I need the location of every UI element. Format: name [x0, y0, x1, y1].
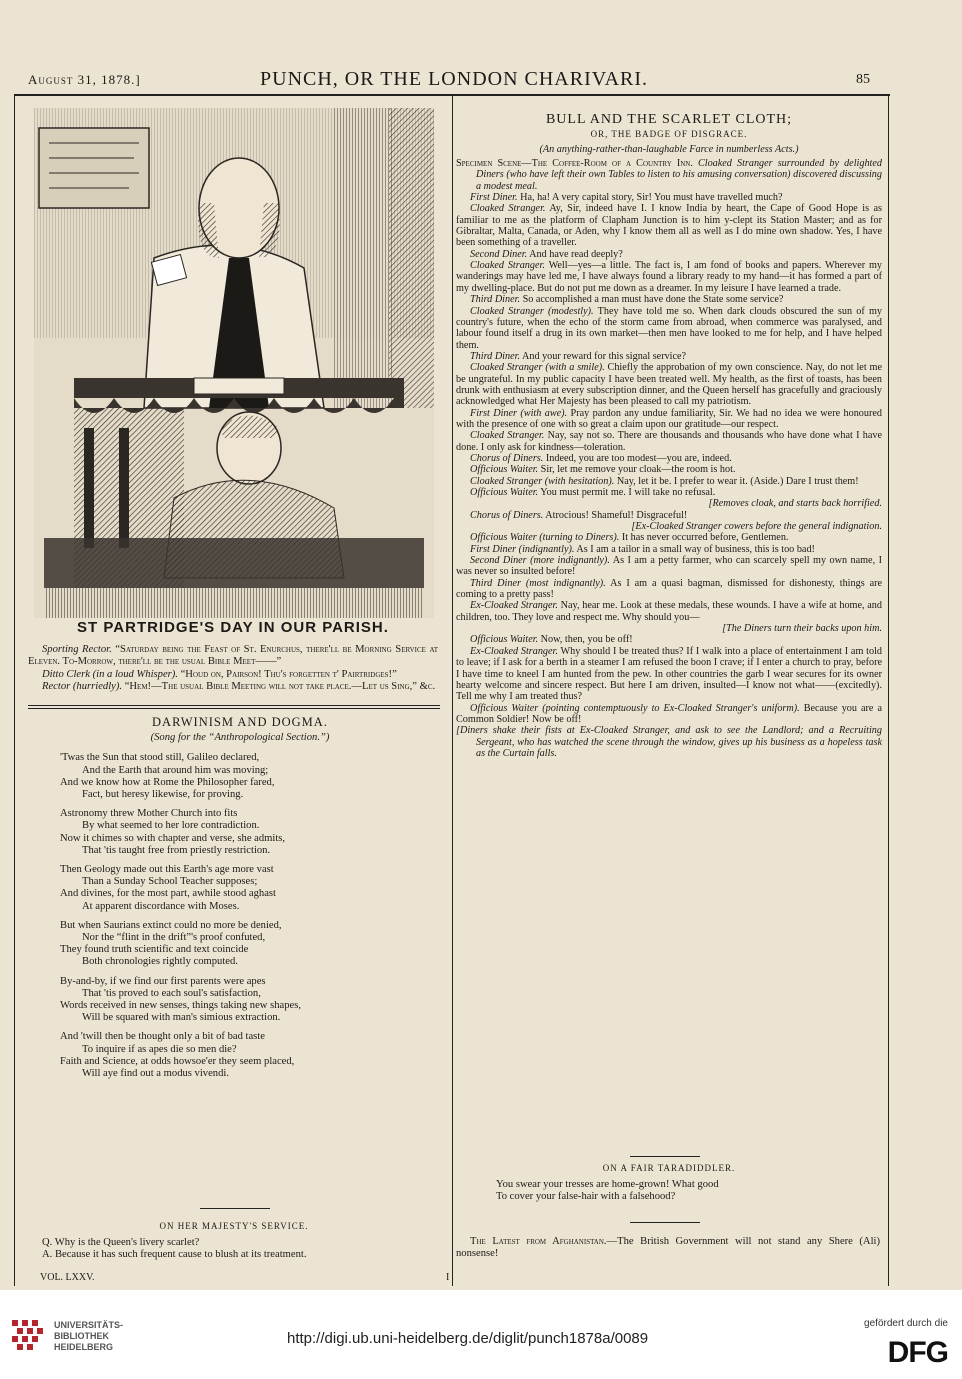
paragraph-text: Atrocious! Shameful! Disgraceful! [543, 509, 688, 521]
article-paragraph [456, 430, 882, 453]
article-paragraph [456, 623, 882, 634]
afghanistan-text: —The British Government will not stand any Shere (Ali) nonsense! [456, 1236, 880, 1260]
caption-text: “Hem!—The usual Bible Meeting will not take place.—Let us Sing,” &c. [124, 680, 436, 692]
article-paragraph [456, 249, 882, 260]
paragraph-text: Pray pardon any undue familiarity, Sir. We had no idea we were honoured with the presence of one with so great a claim upon our gratitude—our respect. [456, 407, 882, 430]
paragraph-text: Nay, say not so. There are thousands and thousands who have done what I have done. I only ask for kindness—toleration. [456, 430, 883, 453]
speaker-label: First Diner (indignantly). [470, 543, 575, 555]
archive-footer [0, 1290, 962, 1379]
cartoon-caption [28, 619, 438, 693]
verse-line: And we know how at Rome the Philosopher fared, [60, 776, 275, 788]
caption-speaker: Rector (hurriedly). [42, 680, 123, 692]
speaker-label: Officious Waiter. [470, 487, 539, 498]
volume-signature: VOL. LXXV. [40, 1272, 95, 1283]
poem-stanza [60, 976, 420, 1025]
speaker-label: Officious Waiter. [470, 464, 539, 476]
article-paragraph [456, 453, 882, 464]
paragraph-text: Now, then, you be off! [538, 634, 633, 646]
issue-date: August 31, 1878.] [28, 72, 141, 87]
right-border [888, 96, 889, 1286]
speaker-label: Cloaked Stranger (with hesitation). [470, 475, 615, 487]
verse-line: Words received in new senses, things taking new shapes, [60, 1000, 301, 1012]
speaker-label: Officious Waiter (pointing contemptuously to Ex-Cloaked Stranger's uniform). [470, 702, 800, 714]
paragraph-text: Cloaked Stranger surrounded by delighted Diners (who have left their own Tables to listen to his amusing conversation) discovered discussing a modest meal. [476, 158, 882, 192]
afghanistan-heading: The Latest from Afghanistan. [470, 1236, 607, 1247]
article-bull-scarlet-cloth [456, 114, 882, 759]
paragraph-text: Ay, Sir, indeed have I. I know India by heart, the Cape of Good Hope is as familiar to me as the platform of Clapham Junction is to him y-clept its Station Master; and as for Gibraltar, Malta, Canada, or Aden, why I know them all as well as I do mine own shadow. Yes, I have been something of a traveller. [456, 203, 882, 249]
page-number: 85 [856, 72, 870, 87]
section-rule [630, 1156, 700, 1157]
paragraph-text: Well—yes—a little. The fact is, I am fond of books and papers. Wherever my wanderings may have led me, I have always found a library ready to my hand—it has formed a part of my dwelling-place. But do not put me down as a dreamer. In my leisure I have learned a trade. [456, 260, 882, 294]
paragraph-text: So accomplished a man must have done the State some service? [520, 294, 784, 306]
verse-line: Then Geology made out this Earth's age more vast [60, 864, 274, 876]
speaker-label: Cloaked Stranger. [470, 203, 546, 215]
service-question: Q. Why is the Queen's livery scarlet? [42, 1237, 200, 1249]
article-paragraph [456, 487, 882, 498]
permalink-url[interactable]: http://digi.ub.uni-heidelberg.de/diglit/punch1878a/0089 [287, 1330, 649, 1347]
poem-stanza [60, 920, 420, 969]
speaker-label: First Diner (with awe). [470, 407, 568, 419]
speaker-label: Cloaked Stranger. [470, 430, 545, 442]
majesty-service [28, 1220, 440, 1262]
page-header [28, 70, 890, 92]
article-paragraph [456, 646, 882, 703]
article-paragraph [456, 510, 882, 521]
verse-line: That 'tis taught free from priestly restriction. [82, 844, 271, 856]
verse-line: Than a Sunday School Teacher supposes; [82, 876, 258, 888]
section-rule [28, 708, 440, 709]
library-name [54, 1320, 123, 1353]
paragraph-text: Chiefly the approbation of my own conscience. Nay, do not let me be ungrateful. In my public capacity I have been treated well. My health, as the first of toasts, has been drunk with enthusiasm at every subscription dinner, and the Queen herself has gracefully and graciously acknowledged what Her Majesty has been pleased to call my patriotism. [456, 362, 882, 408]
library-name-line: BIBLIOTHEK [54, 1331, 109, 1341]
article-paragraph [456, 306, 882, 351]
speaker-label: Chorus of Diners. [470, 509, 544, 521]
service-answer: A. Because it has such frequent cause to blush at its treatment. [42, 1249, 307, 1261]
service-heading: ON HER MAJESTY'S SERVICE. [159, 1221, 309, 1231]
verse-line: Now it chimes so with chapter and verse, she admits, [60, 832, 286, 844]
left-border [14, 96, 15, 1286]
verse-line: Both chronologies rightly computed. [82, 956, 238, 968]
caption-speaker: Ditto Clerk (in a loud Whisper). [42, 668, 178, 680]
speaker-label: Ex-Cloaked Stranger. [470, 645, 558, 657]
paragraph-text: Ha, ha! A very capital story, Sir! You must have travelled much? [517, 192, 783, 204]
taradiddler-heading: ON A FAIR TARADIDDLER. [602, 1163, 736, 1173]
paragraph-text: Sir, let me remove your cloak—the room is hot. [538, 464, 736, 476]
article-paragraph [456, 578, 882, 601]
verse-line: You swear your tresses are home-grown! What good [496, 1179, 719, 1191]
funded-by-label: gefördert durch die [864, 1318, 948, 1329]
article-subtitle: OR, THE BADGE OF DISGRACE. [590, 129, 748, 140]
paragraph-text: Nay, let it be. I prefer to wear it. (Aside.) Dare I trust them! [614, 475, 859, 487]
article-paragraph [456, 532, 882, 543]
speaker-label: Specimen Scene—The Coffee-Room of a Country Inn. [456, 158, 693, 170]
speaker-label: Second Diner (more indignantly). [470, 555, 610, 567]
speaker-label: Second Diner. [470, 248, 528, 260]
paragraph-text: It has never occurred before, Gentlemen. [619, 532, 789, 544]
article-paragraph [456, 464, 882, 475]
speaker-label: Third Diner. [470, 294, 521, 306]
verse-line: To cover your false-hair with a falsehood? [496, 1191, 676, 1203]
poem-subtitle: (Song for the “Anthropological Section.”) [150, 732, 330, 744]
masthead-title: PUNCH, OR THE LONDON CHARIVARI. [260, 68, 649, 90]
verse-line: 'Twas the Sun that stood still, Galileo declared, [60, 752, 260, 764]
section-rule [28, 705, 440, 706]
verse-line: And the Earth that around him was moving; [82, 764, 269, 776]
caption-line [28, 644, 438, 668]
verse-line: That 'tis proved to each soul's satisfaction, [82, 987, 261, 999]
verse-line: Nor the “flint in the drift”'s proof confuted, [82, 932, 266, 944]
afghanistan-note [456, 1236, 880, 1260]
article-paragraph [456, 203, 882, 248]
article-paragraph [456, 351, 882, 362]
article-title: BULL AND THE SCARLET CLOTH; [545, 112, 793, 127]
article-paragraph [456, 476, 882, 487]
caption-text: “Houd on, Pairson! Thu's forgetten t' Pairtridges!” [180, 668, 397, 680]
poem-title: DARWINISM AND DOGMA. [152, 715, 328, 729]
paragraph-text: And your reward for this signal service? [520, 350, 687, 362]
paragraph-text: Because you are a Common Soldier! Now be off! [456, 702, 882, 725]
paragraph-text: [Diners shake their fists at Ex-Cloaked Stranger, and ask to see the Landlord; and a Recruiting Sergeant, who has watched the scene through the window, gives up his business as a hopeless task as the Curtain falls. [456, 725, 882, 759]
column-rule [452, 96, 453, 1286]
article-paragraph [456, 294, 882, 305]
verse-line: They found truth scientific and text coincide [60, 944, 249, 956]
verse-line: Will aye find out a modus vivendi. [82, 1068, 229, 1080]
speaker-label: Officious Waiter. [470, 634, 539, 646]
paragraph-text: [Removes cloak, and starts back horrified. [708, 498, 882, 510]
poem-stanza [60, 1031, 420, 1080]
article-paragraph [456, 408, 882, 431]
library-name-line: UNIVERSITÄTS- [54, 1320, 124, 1330]
paragraph-text: Nay, hear me. Look at these medals, these wounds. I have a wife at home, and children, too. They love and respect me. Why should you— [456, 600, 882, 623]
paragraph-text: As I am a petty farmer, who can scarcely spell my own name, I was never so insulted before! [456, 555, 882, 578]
speaker-label: Cloaked Stranger (with a smile). [470, 362, 605, 374]
paragraph-text: You must permit me. I will take no refusal. [538, 487, 716, 498]
dfg-logo: DFG [887, 1336, 948, 1369]
article-body [456, 158, 882, 759]
library-name-line: HEIDELBERG [54, 1342, 114, 1352]
caption-text: “Saturday being the Feast of St. Enurchus, there'll be Morning Service at Eleven. To-Morrow, there'll be the usual Bible Meet——” [28, 644, 438, 668]
paragraph-text: They have told me so. When dark clouds obscured the sun of my country's future, when the echo of the storm came from abroad, when commerce was paralysed, and labour found itself a drug in its own market—then men have looked to me for help, and I have helped them. [456, 305, 882, 351]
paragraph-text: And have read deeply? [527, 248, 623, 260]
cartoon-illustration [34, 108, 434, 618]
poem-stanza [60, 752, 420, 801]
article-paragraph [456, 600, 882, 623]
verse-line: By what seemed to her lore contradiction. [82, 820, 260, 832]
article-paragraph [456, 634, 882, 645]
verse-line: To inquire if as apes die so men die? [82, 1043, 237, 1055]
article-paragraph [456, 555, 882, 578]
article-paragraph [456, 725, 882, 759]
paragraph-text: [Ex-Cloaked Stranger cowers before the general indignation. [631, 521, 882, 533]
speaker-label: Chorus of Diners. [470, 452, 544, 464]
paragraph-text: As I am a quasi bagman, dismissed for dishonesty, things are coming to a pretty pass! [456, 577, 882, 601]
article-paragraph [456, 521, 882, 532]
poem-stanza [60, 808, 420, 857]
article-paragraph [456, 498, 882, 509]
speaker-label: First Diner. [470, 192, 518, 204]
wall-tablet [39, 128, 149, 208]
fair-taradiddler [456, 1162, 882, 1204]
caption-speaker: Sporting Rector. [42, 644, 112, 656]
verse-line: Fact, but heresy likewise, for proving. [82, 789, 244, 801]
article-paragraph [456, 192, 882, 203]
paragraph-text: Indeed, you are too modest—you are, indeed. [543, 452, 732, 464]
verse-line: Astronomy threw Mother Church into fits [60, 808, 238, 820]
article-paragraph [456, 544, 882, 555]
caption-line [28, 669, 438, 681]
verse-line: And divines, for the most part, awhile stood aghast [60, 888, 276, 900]
caption-line [28, 681, 438, 693]
paragraph-text: [The Diners turn their backs upon him. [722, 623, 882, 635]
article-paragraph [456, 362, 882, 407]
cartoon-title: ST PARTRIDGE'S DAY IN OUR PARISH. [77, 619, 389, 636]
section-rule [200, 1208, 270, 1209]
speaker-label: Cloaked Stranger. [470, 260, 545, 272]
speaker-label: Third Diner. [470, 350, 521, 362]
article-subtitle-farce: (An anything-rather-than-laughable Farce in numberless Acts.) [539, 143, 799, 155]
paragraph-text: Why should I be treated thus? If I walk into a place of entertainment I am told to leave; if I ask for a berth in a steamer I am refused the boon I crave; if I enter a church to pray, before I have time to kneel I am hunted from the pew. In other countries the garb I wear secures for its owner hearty welcome and sincere respect. But here I am driven, insulted—I know not what——(excitedly). Tell me why I am treated thus? [456, 645, 882, 703]
verse-line: But when Saurians extinct could no more be denied, [60, 919, 282, 931]
article-paragraph [456, 260, 882, 294]
section-rule [630, 1222, 700, 1223]
article-paragraph [456, 703, 882, 726]
speaker-label: Cloaked Stranger (modestly). [470, 305, 594, 317]
verse-line: Will be squared with man's simious extraction. [82, 1012, 281, 1024]
signature-mark: I [446, 1272, 450, 1283]
verse-line: Faith and Science, at odds howsoe'er they seem placed, [60, 1055, 295, 1067]
verse-line: And 'twill then be thought only a bit of bad taste [60, 1031, 265, 1043]
verse-line: By-and-by, if we find our first parents were apes [60, 975, 266, 987]
library-logo-icon [8, 1316, 48, 1356]
speaker-label: Officious Waiter (turning to Diners). [470, 532, 620, 544]
article-paragraph [456, 158, 882, 192]
paragraph-text: As I am a tailor in a small way of business, this is too bad! [574, 543, 815, 555]
poem-stanza [60, 864, 420, 913]
speaker-label: Ex-Cloaked Stranger. [470, 600, 558, 612]
verse-line: At apparent discordance with Moses. [82, 900, 240, 912]
poem-darwinism [60, 716, 420, 1087]
speaker-label: Third Diner (most indignantly). [470, 577, 606, 589]
